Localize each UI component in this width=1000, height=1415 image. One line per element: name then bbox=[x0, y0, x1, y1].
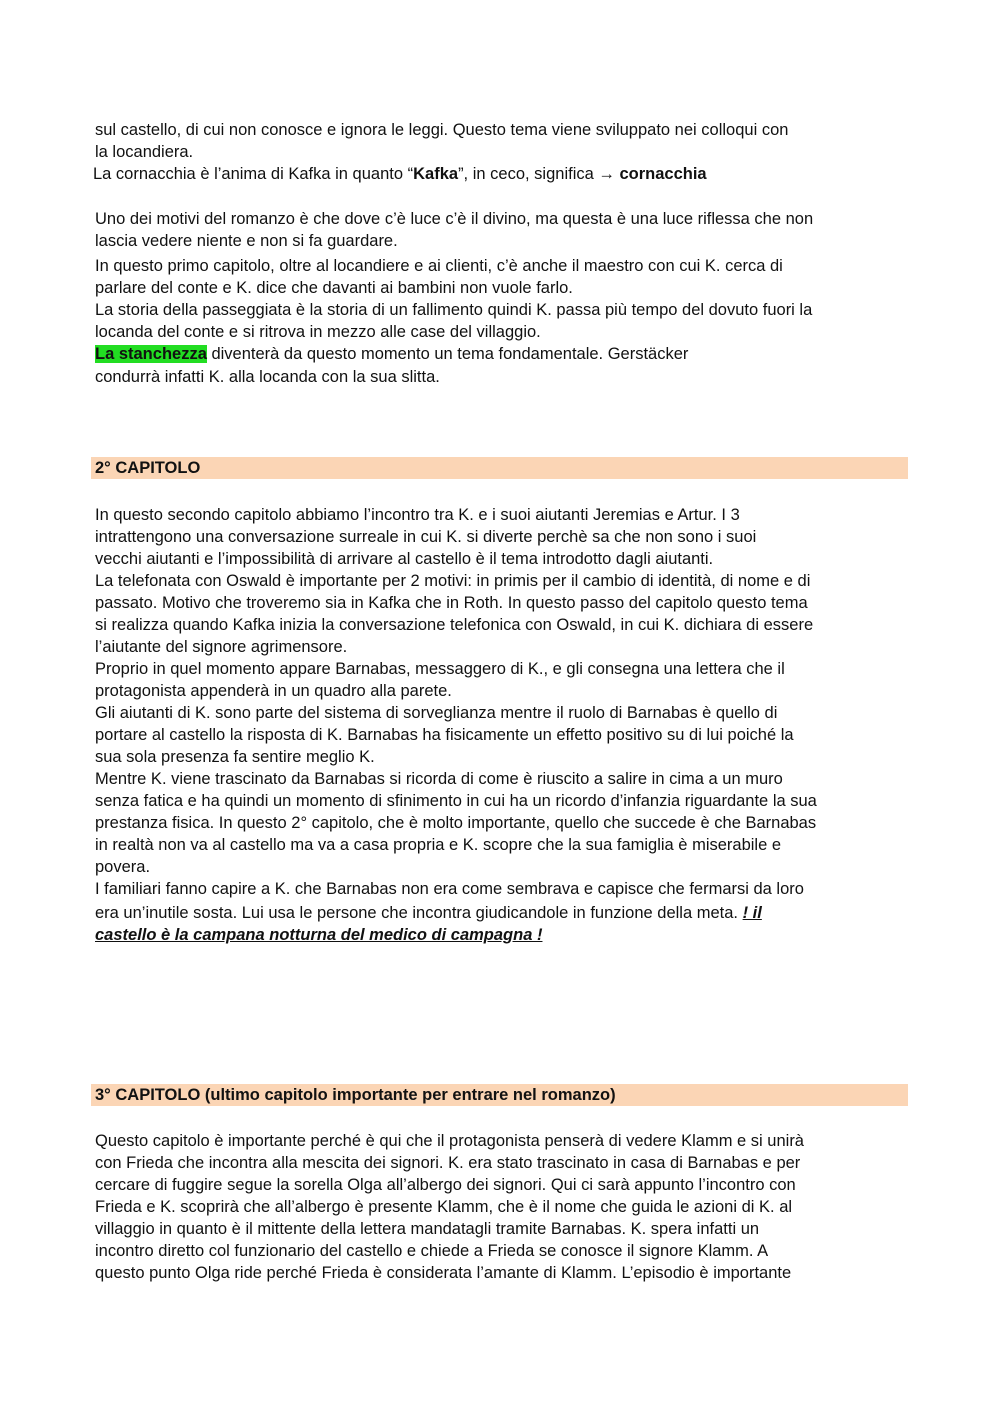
paragraph-line: Mentre K. viene trascinato da Barnabas si ricorda di come è riuscito a salire in cima a un muro bbox=[95, 770, 783, 788]
paragraph-line: lascia vedere niente e non si fa guardare. bbox=[95, 232, 398, 250]
paragraph-line: incontro diretto col funzionario del castello e chiede a Frieda se conosce il signore Klamm. A bbox=[95, 1242, 769, 1260]
paragraph-line: in realtà non va al castello ma va a casa propria e K. scopre che la sua famiglia è miserabile e bbox=[95, 836, 782, 854]
highlighted-term: La stanchezza bbox=[95, 345, 207, 363]
paragraph-line: condurrà infatti K. alla locanda con la sua slitta. bbox=[95, 368, 440, 386]
paragraph-line: senza fatica e ha quindi un momento di sfinimento in cui ha un ricordo d’infanzia riguardante la sua bbox=[95, 792, 817, 810]
paragraph-line: Gli aiutanti di K. sono parte del sistema di sorveglianza mentre il ruolo di Barnabas è quello di bbox=[95, 704, 778, 722]
bold-term-kafka: Kafka bbox=[413, 165, 459, 183]
chapter-3-heading: 3° CAPITOLO (ultimo capitolo importante per entrare nel romanzo) bbox=[91, 1084, 908, 1106]
paragraph-line: prestanza fisica. In questo 2° capitolo, che è molto importante, quello che succede è che Barnabas bbox=[95, 814, 817, 832]
paragraph-line: povera. bbox=[95, 858, 151, 876]
paragraph-line: Frieda e K. scoprirà che all’albergo è presente Klamm, che è il nome che guida le azioni di K. al bbox=[95, 1198, 793, 1216]
paragraph-line bbox=[93, 163, 707, 185]
paragraph-line: La storia della passeggiata è la storia di un fallimento quindi K. passa più tempo del dovuto fuori la bbox=[95, 301, 813, 319]
paragraph-line: sua sola presenza fa sentire meglio K. bbox=[95, 748, 375, 766]
paragraph-line: si realizza quando Kafka inizia la conversazione telefonica con Oswald, in cui K. dichiara di essere bbox=[95, 616, 814, 634]
paragraph-line bbox=[95, 902, 762, 924]
text-run: ”, in ceco, significa bbox=[458, 165, 599, 183]
text-run: era un’inutile sosta. Lui usa le persone che incontra giudicandole in funzione della meta. bbox=[95, 904, 743, 922]
paragraph-line: sul castello, di cui non conosce e ignora le leggi. Questo tema viene sviluppato nei colloqui con bbox=[95, 121, 789, 139]
paragraph-line: In questo secondo capitolo abbiamo l’incontro tra K. e i suoi aiutanti Jeremias e Artur. I 3 bbox=[95, 506, 740, 524]
chapter-2-heading: 2° CAPITOLO bbox=[91, 457, 908, 479]
paragraph-line: Uno dei motivi del romanzo è che dove c’è luce c’è il divino, ma questa è una luce riflessa che non bbox=[95, 210, 814, 228]
paragraph-line: cercare di fuggire segue la sorella Olga all’albergo dei signori. Qui ci sarà appunto l’incontro con bbox=[95, 1176, 796, 1194]
paragraph-line: l’aiutante del signore agrimensore. bbox=[95, 638, 348, 656]
text-run: La cornacchia è l’anima di Kafka in quanto “ bbox=[93, 165, 414, 183]
emphasis-text: ! il bbox=[742, 904, 762, 922]
text-run: diventerà da questo momento un tema fondamentale. Gerstäcker bbox=[206, 345, 689, 363]
paragraph-line: la locandiera. bbox=[95, 143, 194, 161]
paragraph-line: locanda del conte e si ritrova in mezzo alle case del villaggio. bbox=[95, 323, 541, 341]
paragraph-line: La telefonata con Oswald è importante per 2 motivi: in primis per il cambio di identità, di nome e di bbox=[95, 572, 811, 590]
paragraph-line: con Frieda che incontra alla mescita dei signori. K. era stato trascinato in casa di Barnabas e per bbox=[95, 1154, 801, 1172]
paragraph-line: Proprio in quel momento appare Barnabas, messaggero di K., e gli consegna una lettera che il bbox=[95, 660, 785, 678]
bold-term-cornacchia: cornacchia bbox=[619, 165, 707, 183]
arrow-right-icon: → bbox=[598, 165, 615, 183]
paragraph-line: intrattengono una conversazione surreale in cui K. si diverte perchè sa che non sono i suoi bbox=[95, 528, 757, 546]
paragraph-line: villaggio in quanto è il mittente della lettera mandatagli tramite Barnabas. K. spera infatti un bbox=[95, 1220, 760, 1238]
paragraph-line: passato. Motivo che troveremo sia in Kafka che in Roth. In questo passo del capitolo questo tema bbox=[95, 594, 808, 612]
paragraph-line: questo punto Olga ride perché Frieda è considerata l’amante di Klamm. L’episodio è importante bbox=[95, 1264, 792, 1282]
paragraph-line: vecchi aiutanti e l’impossibilità di arrivare al castello è il tema introdotto dagli aiutanti. bbox=[95, 550, 714, 568]
paragraph-line: portare al castello la risposta di K. Barnabas ha fisicamente un effetto positivo su di lui poiché la bbox=[95, 726, 794, 744]
paragraph-line: I familiari fanno capire a K. che Barnabas non era come sembrava e capisce che fermarsi da loro bbox=[95, 880, 804, 898]
emphasis-line: castello è la campana notturna del medico di campagna ! bbox=[95, 926, 543, 944]
paragraph-line: parlare del conte e K. dice che davanti ai bambini non vuole farlo. bbox=[95, 279, 573, 297]
paragraph-line: Questo capitolo è importante perché è qui che il protagonista penserà di vedere Klamm e si unirà bbox=[95, 1132, 804, 1150]
paragraph-line bbox=[95, 343, 688, 365]
paragraph-line: In questo primo capitolo, oltre al locandiere e ai clienti, c’è anche il maestro con cui K. cerca di bbox=[95, 257, 783, 275]
paragraph-line: protagonista appenderà in un quadro alla parete. bbox=[95, 682, 452, 700]
